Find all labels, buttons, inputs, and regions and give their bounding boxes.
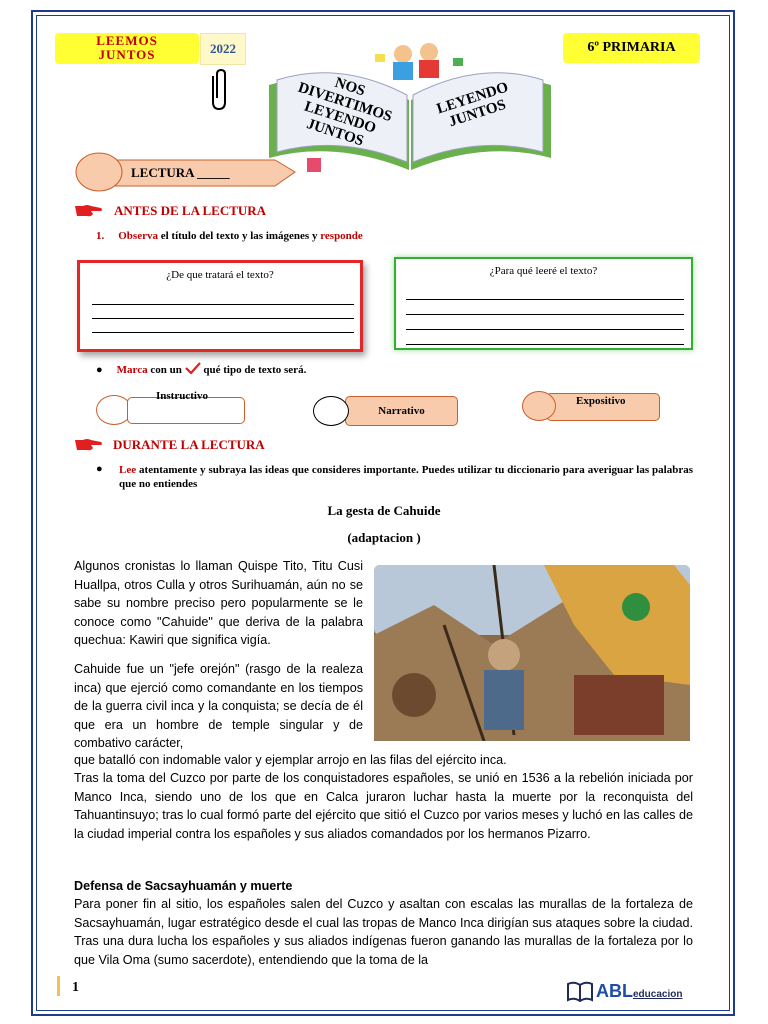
answer-line bbox=[92, 332, 354, 333]
juntos-text: JUNTOS bbox=[98, 47, 156, 62]
option-circle-expositivo[interactable] bbox=[522, 391, 556, 421]
lee-instruction bbox=[119, 463, 693, 491]
checkmark-icon bbox=[185, 362, 201, 374]
reading-title: La gesta de Cahuide bbox=[327, 503, 441, 518]
question-box-what[interactable] bbox=[77, 260, 363, 352]
answer-line bbox=[406, 314, 684, 315]
instruction-number: 1. bbox=[96, 230, 105, 242]
answer-line bbox=[406, 329, 684, 330]
reading-subtitle: (adaptacion ) bbox=[347, 530, 421, 545]
book-logo-icon bbox=[566, 980, 594, 1002]
leemos-juntos-badge bbox=[55, 33, 199, 64]
option-instructivo-label: Instructivo bbox=[156, 390, 208, 402]
observa-instruction bbox=[96, 230, 363, 242]
durante-heading: DURANTE LA LECTURA bbox=[113, 437, 265, 452]
page-number: 1 bbox=[72, 980, 79, 995]
option-narrativo[interactable] bbox=[345, 396, 458, 426]
antes-heading: ANTES DE LA LECTURA bbox=[114, 203, 267, 218]
pointing-hand-icon bbox=[73, 436, 103, 452]
logo-edu-text: educacion bbox=[633, 989, 683, 1000]
logo-abl-text: ABL bbox=[596, 981, 633, 1001]
pointing-hand-icon bbox=[73, 202, 103, 218]
reading-paragraph-2-continued: que batalló con indomable valor y ejemplar arrojo en las filas del ejército inca. bbox=[74, 753, 507, 767]
paperclip-icon bbox=[205, 68, 231, 112]
answer-line bbox=[92, 304, 354, 305]
book-right-page-text: LEYENDO JUNTOS bbox=[434, 79, 511, 131]
leemos-text: LEEMOS bbox=[96, 33, 158, 48]
responde-word: responde bbox=[320, 230, 363, 242]
lectura-label: LECTURA _____ bbox=[131, 165, 230, 180]
option-narrativo-label: Narrativo bbox=[378, 405, 425, 417]
reading-paragraph-1: Algunos cronistas lo llaman Quispe Tito, Titu Cusi Huallpa, otros Culla y otros Surihuamán, aún no se sabe su nombre preciso pero popularmente se le conoce como "Cahuide" que deriva de la palabra quechua: Kawiri que significa vigía. bbox=[74, 559, 363, 648]
grade-badge: 6º PRIMARIA bbox=[563, 33, 700, 63]
marca-rest-2: qué tipo de texto será. bbox=[200, 364, 307, 376]
question-box-why[interactable] bbox=[394, 257, 693, 350]
answer-line bbox=[92, 318, 354, 319]
answer-line bbox=[406, 344, 684, 345]
bullet: ● bbox=[96, 463, 103, 475]
reading-subheading: Defensa de Sacsayhuamán y muerte bbox=[74, 879, 293, 893]
option-circle-narrativo[interactable] bbox=[313, 396, 349, 426]
battle-illustration bbox=[374, 565, 690, 741]
reading-paragraph-4: Para poner fin al sitio, los españoles salen del Cuzco y asaltan con escalas las murallas de la fortaleza de Sacsayhuamán, lugar estratégico desde el cual las tropas de Manco Inca dirigían sus ataques sobre la ciudad. Tras una dura lucha los españoles y sus aliados indígenas fueron ganando las murallas de la fortaleza por lo que Vila Oma (sumo sacerdote), entendiendo que la toma de la bbox=[74, 897, 693, 967]
observa-word: Observa bbox=[118, 230, 158, 242]
book-left-page-text: NOS DIVERTIMOS LEYENDO JUNTOS bbox=[295, 74, 394, 150]
lee-word: Lee bbox=[119, 464, 137, 476]
reading-paragraph-3: Tras la toma del Cuzco por parte de los conquistadores españoles, se unió en 1536 a la rebelión iniciada por Manco Inca, siendo uno de los que en Calca juraron luchar hasta la muerte por la reconquista del Tahuantinsuyo; tras lo cual formó parte del ejército que sitió el Cuzco por varios meses y luchó en las calles de la ciudad imperial contra los españoles y sus aliados comandados por los hermanos Pizarro. bbox=[74, 771, 693, 841]
option-expositivo-label: Expositivo bbox=[576, 395, 626, 407]
marca-word: Marca bbox=[116, 364, 148, 376]
marca-rest-1: con un bbox=[147, 364, 185, 376]
instruction-middle: el título del texto y las imágenes y bbox=[157, 230, 321, 242]
reading-paragraph-2: Cahuide fue un "jefe orejón" (rasgo de la realeza inca) que ejerció como comandante en los tiempos de la guerra civil inca y la conquista; se decía de él que era un hombre de temple singular y de combativo carácter, bbox=[74, 662, 363, 751]
footer-accent-bar bbox=[57, 976, 60, 996]
question-why-text: ¿Para qué leeré el texto? bbox=[489, 265, 598, 277]
abl-logo bbox=[566, 980, 682, 1002]
answer-line bbox=[406, 299, 684, 300]
year-badge: 2022 bbox=[200, 33, 246, 65]
marca-instruction: ● Marca con un qué tipo de texto será. bbox=[96, 364, 307, 376]
lee-rest: atentamente y subraya las ideas que consideres importante. Puedes utilizar tu diccionario para averiguar las palabras que no entiendes bbox=[119, 464, 693, 490]
question-what-text: ¿De que tratará el texto? bbox=[166, 269, 274, 281]
